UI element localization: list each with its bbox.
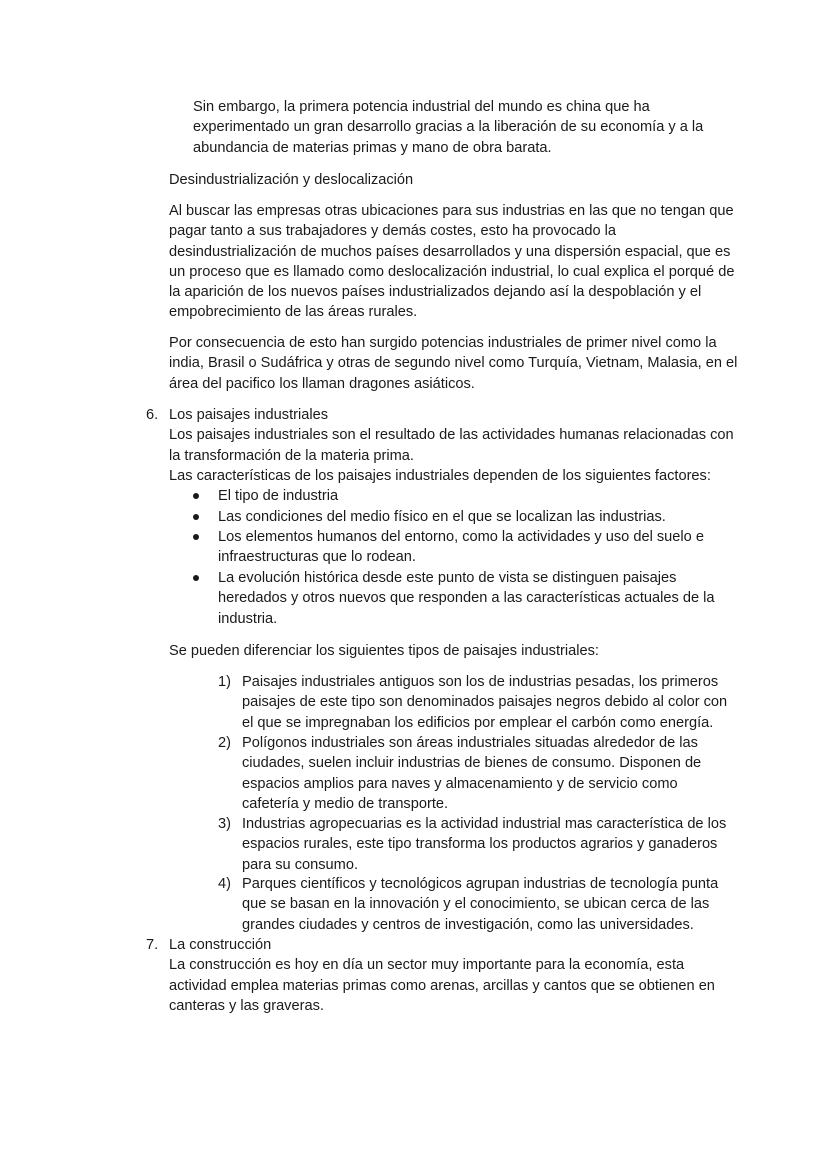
bullet-icon [193,575,199,581]
text-line: espacios amplios para naves y almacenamiento y de servicio como [242,775,678,792]
list-marker: 4) [218,876,231,892]
text-line: el que se impregnaban los edificios por emplear el carbón como energía. [242,714,714,731]
text-line: la aparición de los nuevos países industrializados dejando así la despoblación y el [169,284,702,301]
text-line: espacios rurales, este tipo transforma los productos agrarios y ganaderos [242,836,718,853]
text-line: Al buscar las empresas otras ubicaciones para sus industrias en las que no tengan que [169,203,734,219]
text-line: área del pacifico los llaman dragones asiáticos. [169,375,475,392]
text-line: Parques científicos y tecnológicos agrupan industrias de tecnología punta [242,876,719,892]
text-line: Las condiciones del medio físico en el que se localizan las industrias. [218,509,666,525]
deslocalizacion-paragraph-2 [169,333,737,394]
text-line: grandes ciudades y centros de investigación, como las universidades. [242,916,694,933]
text-line: que se basan en la innovación y el conocimiento, se ubican cerca de las [242,896,710,913]
type-item [242,733,701,814]
type-item [242,672,727,733]
type-item [242,814,726,875]
text-line: para su consumo. [242,856,359,873]
text-line: pagar tanto a sus trabajadores y demás costes, esto ha provocado la [169,223,616,240]
list-marker: 3) [218,816,231,832]
bullet-icon [193,534,199,540]
text-line: Por consecuencia de esto han surgido potencias industriales de primer nivel como la [169,335,717,351]
bullet-item [218,486,338,506]
text-line: El tipo de industria [218,488,339,504]
text-line: la transformación de la materia prima. [169,447,414,464]
text-line: empobrecimiento de las áreas rurales. [169,304,418,321]
text-line: Se pueden diferenciar los siguientes tipos de paisajes industriales: [169,643,599,659]
type-item [242,874,718,935]
text-line: Las características de los paisajes industriales dependen de los siguientes factores: [169,467,711,484]
bullet-item [218,507,666,527]
section-7-body [169,935,715,1016]
text-line: Los elementos humanos del entorno, como la actividades y uso del suelo e [218,529,704,545]
text-line: desindustrialización de muchos países desarrollados y una dispersión espacial, que es [169,243,731,260]
bullet-icon [193,493,199,499]
text-line: abundancia de materias primas y mano de obra barata. [193,139,552,156]
text-line: industria. [218,610,278,627]
section-6-number: 6. [146,407,159,423]
list-marker: 1) [218,674,231,690]
section-6-body [169,405,734,486]
section-7-title: La construcción [169,937,272,953]
text-line: actividad emplea materias primas como arenas, arcillas y cantos que se obtienen en [169,977,715,994]
section-7-number: 7. [146,937,159,953]
text-line: Paisajes industriales antiguos son los de industrias pesadas, los primeros [242,674,719,690]
text-line: canteras y las graveras. [169,997,324,1014]
heading-text: Desindustrialización y deslocalización [169,172,414,188]
text-line: experimentado un gran desarrollo gracias a la liberación de su economía y a la [193,119,704,136]
bullet-icon [193,514,199,520]
deslocalizacion-heading [169,170,413,190]
bullet-item [218,527,704,568]
text-line: La evolución histórica desde este punto de vista se distinguen paisajes [218,570,677,586]
list-marker: 2) [218,735,231,751]
text-line: heredados y otros nuevos que responden a las características actuales de la [218,590,715,607]
deslocalizacion-paragraph-1 [169,201,734,323]
bullet-item [218,568,715,629]
text-line: india, Brasil o Sudáfrica y otras de segundo nivel como Turquía, Vietnam, Malasia, en el [169,355,738,372]
types-intro [169,641,599,661]
text-line: Sin embargo, la primera potencia industrial del mundo es china que ha [193,99,650,115]
text-line: paisajes de este tipo son denominados paisajes negros debido al color con [242,694,728,711]
text-line: cafetería y medio de transporte. [242,795,449,812]
text-line: infraestructuras que lo rodean. [218,549,416,566]
text-line: Polígonos industriales son áreas industriales situadas alrededor de las [242,735,698,751]
text-line: ciudades, suelen incluir industrias de bienes de consumo. Disponen de [242,755,702,772]
text-line: Industrias agropecuarias es la actividad industrial mas característica de los [242,816,727,832]
text-line: La construcción es hoy en día un sector muy importante para la economía, esta [169,957,685,974]
text-line: Los paisajes industriales son el resultado de las actividades humanas relacionadas con [169,427,734,444]
intro-paragraph [193,97,703,158]
text-line: un proceso que es llamado como deslocalización industrial, lo cual explica el porqué de [169,263,735,280]
section-6-title: Los paisajes industriales [169,407,328,423]
